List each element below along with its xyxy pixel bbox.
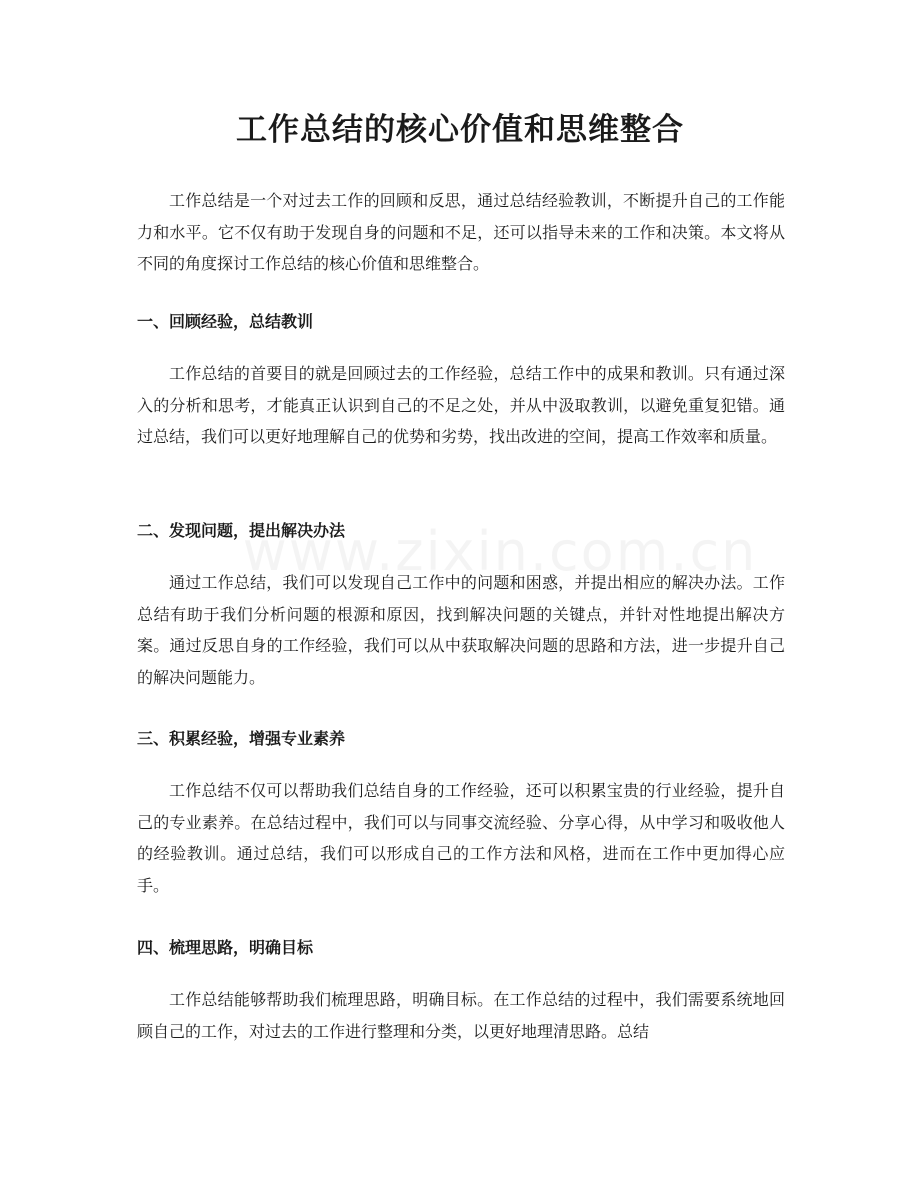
section-body-1: 工作总结的首要目的就是回顾过去的工作经验，总结工作中的成果和教训。只有通过深入的分析和思考，才能真正认识到自己的不足之处，并从中汲取教训，以避免重复犯错。通过总结，我们可以更好地理解自己的优势和劣势，找出改进的空间，提高工作效率和质量。 bbox=[137, 364, 785, 446]
section-heading-1: 一、回顾经验，总结教训 bbox=[137, 312, 314, 331]
section-heading-3: 三、积累经验，增强专业素养 bbox=[137, 729, 346, 748]
section-heading-2: 二、发现问题，提出解决办法 bbox=[137, 521, 346, 540]
section-body-3: 工作总结不仅可以帮助我们总结自身的工作经验，还可以积累宝贵的行业经验，提升自己的专业素养。在总结过程中，我们可以与同事交流经验、分享心得，从中学习和吸收他人的经验教训。通过总结，我们可以形成自己的工作方法和风格，进而在工作中更加得心应手。 bbox=[137, 781, 785, 895]
intro-paragraph: 工作总结是一个对过去工作的回顾和反思，通过总结经验教训，不断提升自己的工作能力和水平。它不仅有助于发现自身的问题和不足，还可以指导未来的工作和决策。本文将从不同的角度探讨工作总结的核心价值和思维整合。 bbox=[137, 191, 785, 273]
section-body-2: 通过工作总结，我们可以发现自己工作中的问题和困惑，并提出相应的解决办法。工作总结有助于我们分析问题的根源和原因，找到解决问题的关键点，并针对性地提出解决方案。通过反思自身的工作经验，我们可以从中获取解决问题的思路和方法，进一步提升自己的解决问题能力。 bbox=[137, 573, 785, 687]
document-title: 工作总结的核心价值和思维整合 bbox=[236, 112, 684, 148]
section-heading-4: 四、梳理思路，明确目标 bbox=[137, 938, 314, 957]
section-body-4: 工作总结能够帮助我们梳理思路，明确目标。在工作总结的过程中，我们需要系统地回顾自己的工作，对过去的工作进行整理和分类，以更好地理清思路。总结 bbox=[137, 990, 785, 1041]
